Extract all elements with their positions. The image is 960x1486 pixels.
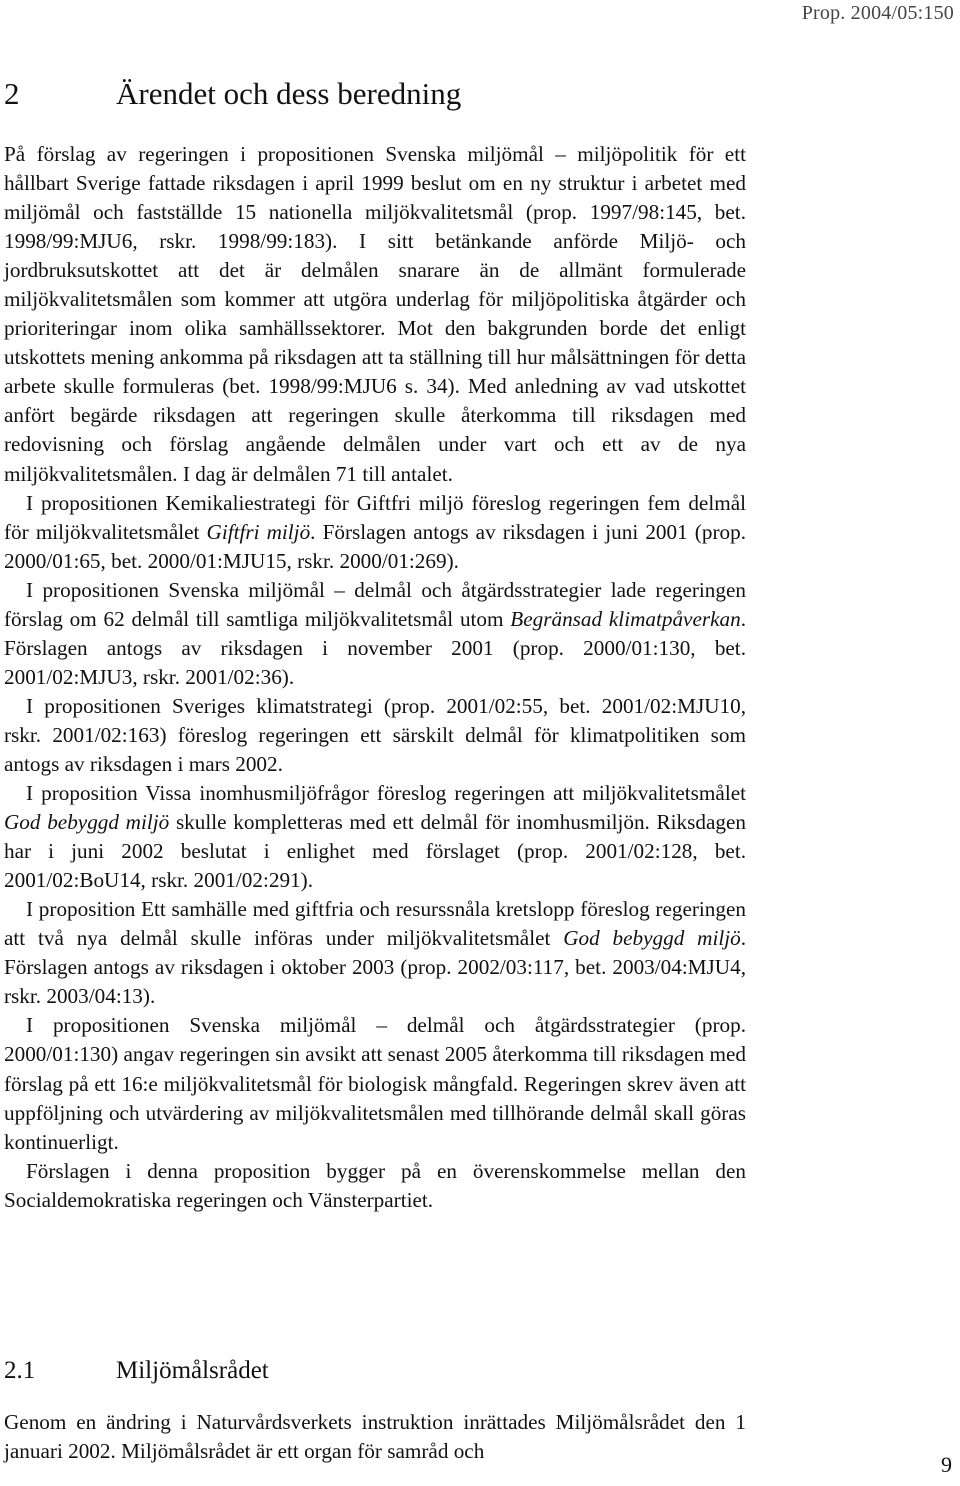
section-number: 2: [4, 76, 20, 111]
section-body: [4, 140, 746, 1215]
italic-run: God bebyggd miljö: [4, 810, 170, 835]
body-paragraph: [4, 1157, 746, 1215]
text-run: I propositionen Kemikaliestrategi för Giftfri miljö föreslog regeringen fem delmål för miljökvalitetsmålet: [4, 490, 746, 544]
body-paragraph: [4, 576, 746, 692]
body-paragraph: [4, 140, 746, 489]
text-run: I propositionen Svenska miljömål – delmål och åtgärdsstrategier lade regeringen förslag om 62 delmål till samtliga miljökvalitetsmål utom: [4, 577, 746, 631]
body-paragraph: [4, 692, 746, 779]
text-run: Förslagen i denna proposition bygger på en överenskommelse mellan den Socialdemokratiska regeringen och Vänsterpartiet.: [4, 1158, 746, 1212]
text-run: . Förslagen antogs av riksdagen i oktober 2003 (prop. 2002/03:117, bet. 2003/04:MJU4, rskr. 2003/04:13).: [4, 926, 746, 1009]
text-run: I proposition Vissa inomhusmiljöfrågor föreslog regeringen att miljökvalitetsmålet: [26, 781, 746, 806]
italic-run: Begränsad klimatpåverkan: [510, 606, 741, 631]
text-run: I propositionen Sveriges klimatstrategi (prop. 2001/02:55, bet. 2001/02:MJU10, rskr. 2001/02:163) föreslog regeringen ett särskilt delmål för klimatpolitiken som antogs av riksdagen i mars 2002.: [4, 693, 746, 776]
body-paragraph: [4, 1011, 746, 1156]
subsection-number: 2.1: [4, 1357, 36, 1384]
section-heading: [4, 76, 461, 112]
subsection-heading: [4, 1357, 269, 1385]
subsection-paragraph: Genom en ändring i Naturvårdsverkets instruktion inrättades Miljömålsrådet den 1 januari 2002. Miljömålsrådet är ett organ för samråd och: [4, 1410, 746, 1464]
italic-run: God bebyggd miljö: [563, 926, 741, 951]
page-number: 9: [941, 1452, 952, 1477]
body-paragraph: [4, 489, 746, 576]
text-run: . Förslagen antogs av riksdagen i november 2001 (prop. 2000/01:130, bet. 2001/02:MJU3, rskr. 2001/02:36).: [4, 606, 746, 689]
running-header: Prop. 2004/05:150: [801, 2, 954, 24]
text-run: På förslag av regeringen i propositionen Svenska miljömål – miljöpolitik för ett hållbart Sverige fattade riksdagen i april 1999 beslut om en ny struktur i arbetet med miljömål och fastställde 15 nationella miljökvalitetsmål (prop. 1997/98:145, bet. 1998/99:MJU6, rskr. 1998/99:183). I sitt betänkande anförde Miljö- och jordbruksutskottet att det är delmålen snarare än de allmänt formulerade miljökvalitetsmålen som kommer att utgöra underlag för miljöpolitiska åtgärder och prioriteringar inom olika samhällssektorer. Mot den bakgrunden borde det enligt utskottets mening ankomma på riksdagen att ta ställning till hur målsättningen för detta arbete skulle formuleras (bet. 1998/99:MJU6 s. 34). Med anledning av vad utskottet anfört begärde riksdagen att regeringen skulle återkomma till riksdagen med redovisning och förslag angående delmålen under vart och ett av de nya miljökvalitetsmålen. I dag är delmålen 71 till antalet.: [4, 142, 746, 486]
text-run: skulle kompletteras med ett delmål för inomhusmiljön. Riksdagen har i juni 2002 beslutat i enlighet med förslaget (prop. 2001/02:128, bet. 2001/02:BoU14, rskr. 2001/02:291).: [4, 810, 746, 893]
subsection-body: [4, 1408, 746, 1466]
text-run: . Förslagen antogs av riksdagen i juni 2001 (prop. 2000/01:65, bet. 2000/01:MJU15, rskr. 2000/01:269).: [4, 519, 746, 573]
body-paragraph: [4, 895, 746, 1011]
text-run: I propositionen Svenska miljömål – delmål och åtgärdsstrategier (prop. 2000/01:130) angav regeringen sin avsikt att senast 2005 återkomma till riksdagen med förslag på ett 16:e miljökvalitetsmål för biologisk mångfald. Regeringen skrev även att uppföljning och utvärdering av miljökvalitetsmålen med tillhörande delmål skall göras kontinuerligt.: [4, 1013, 746, 1154]
body-paragraph: [4, 779, 746, 895]
italic-run: Giftfri miljö: [206, 519, 311, 544]
section-title: Ärendet och dess beredning: [116, 76, 462, 111]
subsection-title: Miljömålsrådet: [116, 1357, 269, 1384]
text-run: I proposition Ett samhälle med giftfria och resurssnåla kretslopp föreslog regeringen att två nya delmål skulle införas under miljökvalitetsmålet: [4, 897, 746, 951]
